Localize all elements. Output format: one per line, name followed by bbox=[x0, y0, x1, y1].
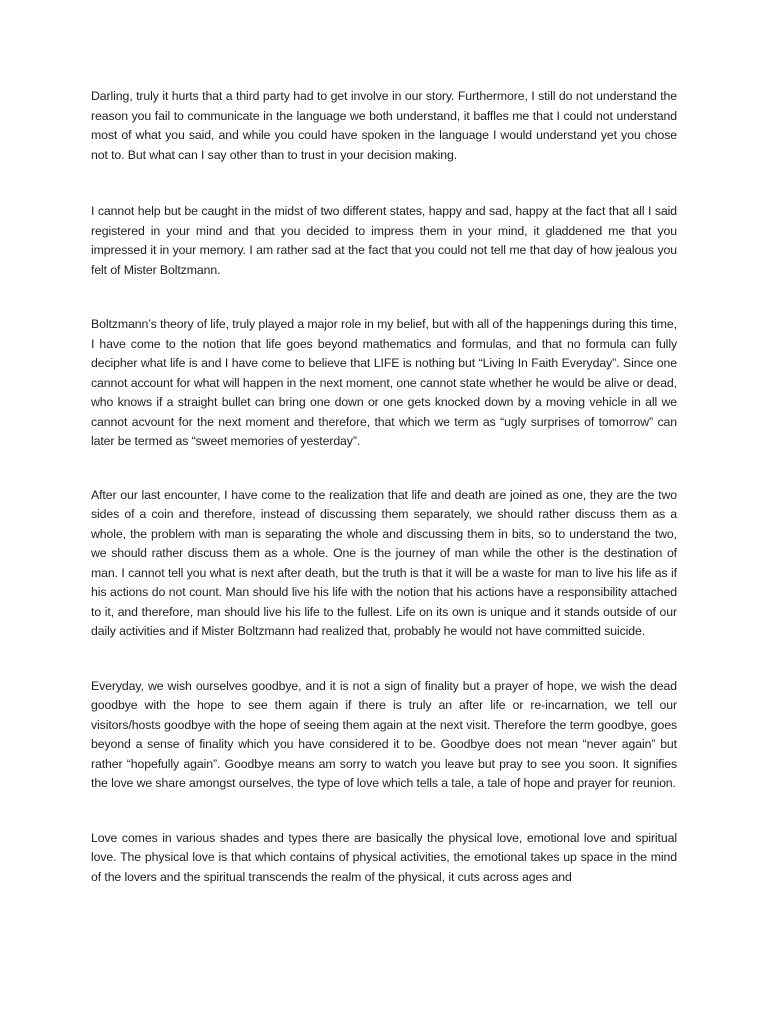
paragraph-love: Love comes in various shades and types there are basically the physical love, emotional love and spiritual love. The physical love is that which contains of physical activities, the emotional takes up space in the mind of the lovers and the spiritual transcends the realm of the physical, it cuts across ages and bbox=[91, 830, 677, 884]
paragraph-boltzmann-theory: Boltzmann’s theory of life, truly played a major role in my belief, but with all of the happenings during this time, I have come to the notion that life goes beyond mathematics and formulas, and that no formula can fully decipher what life is and I have come to believe that LIFE is nothing but “Living In Faith Everyday”. Since one cannot account for what will happen in the next moment, one cannot state whether he would be alive or dead, who knows if a straight bullet can bring one down or one gets knocked down by a moving vehicle in all we cannot acvount for the next moment and therefore, that which we term as “ugly surprises of tomorrow” can later be termed as “sweet memories of yesterday”. bbox=[91, 317, 677, 448]
paragraph-life-and-death: After our last encounter, I have come to the realization that life and death are joined as one, they are the two sides of a coin and therefore, instead of discussing them separately, we should rather discuss them as a whole, the problem with man is separating the whole and discussing them in bits, so to understand the two, we should rather discuss them as a whole. One is the journey of man while the other is the destination of man. I cannot tell you what is next after death, but the truth is that it will be a waste for man to live his life as if his actions do not count. Man should live his life with the notion that his actions have a responsibility attached to it, and therefore, man should live his life to the fullest. Life on its own is unique and it stands outside of our daily activities and if Mister Boltzmann had realized that, probably he would not have committed suicide. bbox=[91, 487, 677, 638]
paragraph-goodbye: Everyday, we wish ourselves goodbye, and it is not a sign of finality but a prayer of hope, we wish the dead goodbye with the hope to see them again if there is truly an after life or re-incarnation, we tell our visitors/hosts goodbye with the hope of seeing them again at the next visit. Therefore the term goodbye, goes beyond a sense of finality which you have considered it to be. Goodbye does not mean “never again” but rather “hopefully again”. Goodbye means am sorry to watch you leave but pray to see you soon. It signifies the love we share amongst ourselves, the type of love which tells a tale, a tale of hope and prayer for reunion. bbox=[91, 678, 677, 790]
paragraph-two-states: I cannot help but be caught in the midst of two different states, happy and sad, happy at the fact that all I said registered in your mind and that you decided to impress them in your mind, it gladdened me that you impressed it in your memory. I am rather sad at the fact that you could not tell me that day of how jealous you felt of Mister Boltzmann. bbox=[91, 204, 677, 277]
paragraph-darling: Darling, truly it hurts that a third party had to get involve in our story. Furthermore, I still do not understand the reason you fail to communicate in the language we both understand, it baffles me that I could not understand most of what you said, and while you could have spoken in the language I would understand yet you chose not to. But what can I say other than to trust in your decision making. bbox=[91, 89, 677, 162]
